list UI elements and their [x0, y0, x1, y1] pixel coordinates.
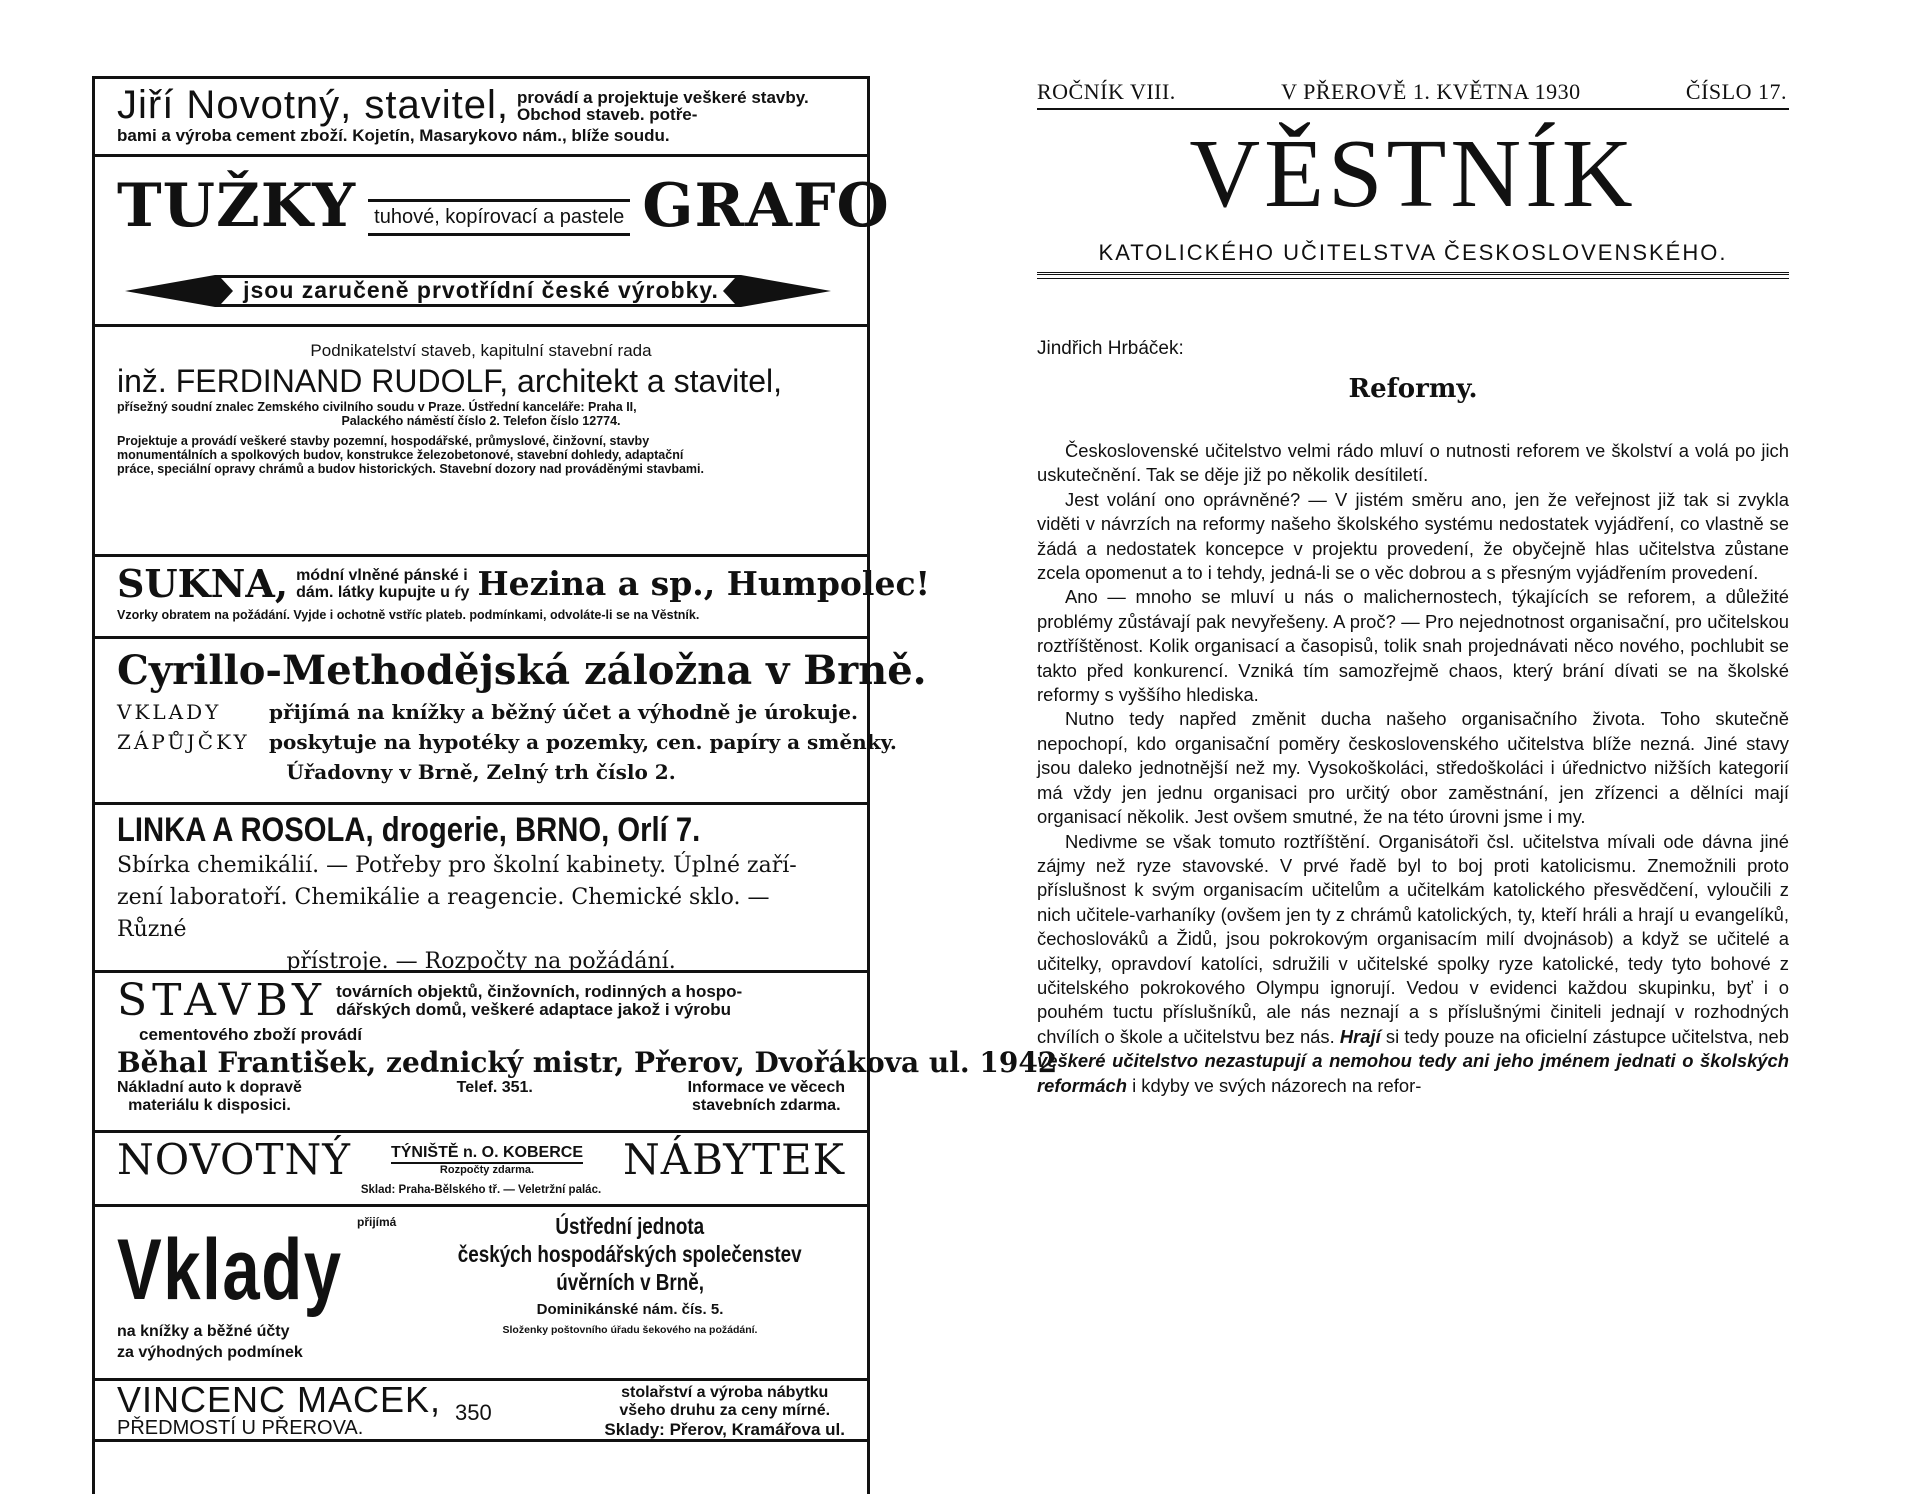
- ad-sukna-mid2: dám. látky kupujte u ŕy: [296, 583, 470, 601]
- ad-ferdinand-rudolf: [95, 324, 867, 554]
- ad-sukna-hezina: [95, 554, 931, 636]
- ad-sukna-foot: Vzorky obratem na požádání. Vyjde i ochotně vstříc plateb. podmínkami, odvoláte-li se na Věstník.: [117, 608, 700, 622]
- ad-zalozna-text2: poskytuje na hypotéky a pozemky, cen. papíry a směnky.: [269, 730, 897, 754]
- ad-vklady-note: Složenky poštovního úřadu šekového na požádání.: [502, 1324, 758, 1336]
- ad-stavby-side2: dářských domů, veškeré adaptace jakož i výrobu: [336, 999, 732, 1019]
- ad-stavby-line2: cementového zboží provádí: [139, 1025, 362, 1044]
- ad-vklady-prijima: přijímá: [357, 1215, 397, 1229]
- article-paragraph-2: Jest volání ono oprávněné? — V jistém směru ano, jen že veřejnost již tak si zvykla viděti v návrzích na reformy našeho školského systému nedostatek vyjádření, co vlastně se žádá a nedostatek koncepce v projektu provedení, že obyčejně hlas učitelstva zůstane zcela opomenut a to i tehdy, jedná-li se o věc dobrou a s přesným vyjádřením provedení.: [1037, 488, 1789, 584]
- page-number: 350: [455, 1400, 492, 1425]
- masthead-line: [1037, 79, 1787, 105]
- ad-tuzky-banner-text: jsou zaručeně prvotřídní české výrobky.: [243, 277, 719, 303]
- ad-nabytek-left: NOVOTNÝ: [117, 1135, 351, 1184]
- ad-macek-r1: stolařství a výroba nábytku: [621, 1383, 829, 1401]
- ad-sukna-right: Hezina a sp., Humpolec!: [477, 564, 931, 603]
- ad-rudolf-line3: Projektuje a provádí veškeré stavby pozemní, hospodářské, průmyslové, činžovní, stavby: [117, 434, 650, 448]
- ad-vklady-left-lines: [117, 1321, 303, 1363]
- ad-linka-line2: zení laboratoří. Chemikálie a reagencie. Chemické sklo. — Různé: [117, 885, 770, 942]
- masthead-place-date: V PŘEROVĚ 1. KVĚTNA 1930: [1281, 79, 1581, 104]
- ad-stavby-columns: [117, 1079, 845, 1115]
- ad-vklady-org1: Ústřední jednota: [555, 1213, 705, 1239]
- ad-rudolf-line4: monumentálních a spolkových budov, konstrukce železobetonové, stavební dohledy, adaptační: [117, 448, 684, 462]
- ad-novotny-line2: bami a výroba cement zboží. Kojetín, Masarykovo nám., blíže soudu.: [117, 126, 670, 145]
- ad-nabytek-foot: Sklad: Praha-Bělského tř. — Veletržní palác.: [360, 1184, 602, 1196]
- article-paragraph-5: [1037, 830, 1789, 1098]
- ad-nabytek-right: NÁBYTEK: [623, 1135, 845, 1184]
- ad-macek-name: VINCENC MACEK,: [117, 1379, 442, 1420]
- ad-zalozna-label2: ZÁPŮJČKY: [117, 730, 250, 754]
- ad-novotny-nabytek: [95, 1130, 867, 1204]
- ad-stavby-c3b: stavebních zdarma.: [692, 1097, 841, 1114]
- ad-vklady-right: [415, 1213, 845, 1336]
- ad-stavby-name: Běhal František, zednický mistr, Přerov, Dvořákova ul. 1942: [117, 1046, 1058, 1079]
- journal-subtitle: KATOLICKÉHO UČITELSTVA ČESKOSLOVENSKÉHO.: [1098, 240, 1728, 265]
- article-body: [1037, 439, 1789, 1098]
- ad-zalozna-title: Cyrillo-Methodějská záložna v Brně.: [117, 647, 927, 694]
- ad-cyrillo-methodejska-zalozna: [95, 636, 927, 802]
- ad-stavby-c3a: Informace ve věcech: [687, 1079, 845, 1096]
- article-p5-emphasis-2: veškeré učitelstvo nezastupují a nemohou tedy ani jeho jménem jednati o školských reformách: [1037, 1050, 1789, 1096]
- ad-linka-title: LINKA A ROSOLA, drogerie, BRNO, Orlí 7.: [117, 811, 701, 849]
- ad-sukna-mid1: módní vlněné pánské i: [296, 566, 468, 584]
- ad-stavby-c1b: materiálu k disposici.: [128, 1097, 291, 1114]
- article-p5-c: i kdyby ve svých názorech na refor-: [1132, 1074, 1422, 1096]
- ad-rudolf-name: inž. FERDINAND RUDOLF, architekt a stavitel,: [117, 363, 783, 399]
- ad-vklady-ustredni-jednota: [95, 1204, 867, 1378]
- ad-stavby-big: STAVBY: [117, 975, 327, 1026]
- ad-tuzky-banner: [125, 269, 837, 313]
- article-p5-a: Nedivme se však tomuto roztříštění. Organisátoři čsl. učitelstva mívali ode dávna jiné zájmy než ryze stavovské. V prvé řadě byl to boj proti katolicismu. Znemožnili proto příslušnost k svým organisacím učitelům a učitelkám katolického přesvědčení, vyloučili z nich učitele-varhaníky (ovšem jen ty z chrámů katolických, ty, kteří hráli a hrají u evangelíků, čechoslováků a Židů, jsou pokrokovým organisacím milí dvojnásob) a když se učitelé a učitelky, opravdoví katolíci, sdružili v učitelské spolky ryze katolické, tedy tyto bohové z učitelského pokrokového Olympu ignorují. Vedou v evidenci každou skupinku, byť i o pouhém tuctu příslušníků, ale nás neznají a s příslušnými činiteli jednají v rozhodných chvílích o škole a učitelstvu bez nás.: [1037, 830, 1789, 1047]
- ad-rudolf-line2: Palackého náměstí číslo 2. Telefon číslo 12774.: [341, 414, 621, 428]
- masthead-issue: ČÍSLO 17.: [1685, 79, 1787, 104]
- masthead-rule: [1037, 108, 1789, 110]
- ad-stavby-c1a: Nákladní auto k dopravě: [117, 1079, 302, 1096]
- article-paragraph-1: Československé učitelstvo velmi rádo mluví o nutnosti reforem ve školství a volá po jich uskutečnění. Tak se děje již po několik desítiletí.: [1037, 440, 1789, 486]
- ad-stavby-behal: [95, 970, 1058, 1130]
- article-author: Jindřich Hrbáček:: [1037, 338, 1184, 359]
- ad-macek-r3: Sklady: Přerov, Kramářova ul.: [604, 1419, 845, 1439]
- ad-tuzky-middle: tuhové, kopírovací a pastele: [368, 199, 630, 236]
- ad-tuzky-right: GRAFO: [642, 171, 890, 241]
- ad-sukna-middle: [296, 567, 469, 601]
- ad-stavby-c2: Telef. 351.: [456, 1079, 533, 1096]
- article-paragraph-3: Ano — mnoho se mluví u nás o malichernostech, týkajících se reforem, a důležité problémy zůstávají pak nevyřešeny. A proč? — Pro nejednotnost organisační, pro učitelskou roztříštěnost. Kolik organisací a časopisů, tolik snah projednávati něco nového, pochlubit se takto před konkurencí. Vzniká tím samozřejmě chaos, který brání dívati se na školské reformy s vyššího hlediska.: [1037, 586, 1789, 706]
- article-title: Reformy.: [1348, 374, 1478, 404]
- advertisement-column: [92, 76, 1058, 1494]
- ad-novotny-stavitel: [95, 76, 867, 154]
- masthead-volume: ROČNÍK VIII.: [1037, 79, 1176, 104]
- article-p5-b: si tedy pouze na oficielní zástupce učitelstva, neb: [1385, 1025, 1789, 1047]
- ad-vklady-org2: českých hospodářských společenstev: [458, 1241, 802, 1267]
- ad-tuzky-left: TUŽKY: [117, 171, 357, 241]
- article-paragraph-4: Nutno tedy napřed změnit ducha našeho organisačního života. Toho skutečně nepochopí, kdo organisační poměry československého učitelstva blíže nezná. Jiné stavy jsou daleko jednotnější než my. Vysokoškoláci, středoškoláci i úřednictvo nižších kategorií má vždy jen jednu organisaci pro určitý obor zaměstnání, jen zřízenci a dělníci mají organisací několik. Jest ovšem smutné, že na této úrovni jsme i my.: [1037, 708, 1789, 828]
- ad-tuzky-grafo: [95, 154, 890, 324]
- ad-zalozna-text3: Úřadovny v Brně, Zelný trh číslo 2.: [286, 760, 676, 784]
- ad-zalozna-label1: VKLADY: [117, 700, 222, 724]
- ad-vklady-org3: úvěrních v Brně,: [556, 1269, 704, 1295]
- subtitle-rule: [1037, 272, 1789, 279]
- ad-vklady-huge: Vklady: [117, 1222, 343, 1318]
- ad-macek-r2: všeho druhu za ceny mírné.: [619, 1401, 831, 1419]
- ad-novotny-name: Jiří Novotný, stavitel,: [117, 83, 510, 127]
- ad-linka-line1: Sbírka chemikálií. — Potřeby pro školní kabinety. Úplné zaří-: [117, 853, 797, 878]
- ad-rudolf-head: Podnikatelství staveb, kapitulní stavební rada: [310, 341, 652, 360]
- ad-vklady-left2: za výhodných podmínek: [117, 1344, 303, 1361]
- ad-sukna-left: SUKNA,: [117, 561, 289, 606]
- ad-vklady-addr: Dominikánské nám. čís. 5.: [536, 1301, 724, 1318]
- ad-rudolf-line5: práce, speciální opravy chrámů a budov historických. Stavební dozory nad prováděnými stavbami.: [117, 462, 704, 476]
- ad-stavby-side1: továrních objektů, činžovních, rodinných a hospo-: [336, 981, 743, 1001]
- journal-title: VĚSTNÍK: [1189, 120, 1637, 228]
- ad-novotny-side: provádí a projektuje veškeré stavby. Obchod staveb. potře-: [517, 87, 809, 124]
- ad-nabytek-mid: TÝNIŠTĚ n. O. KOBERCE: [391, 1144, 583, 1164]
- ad-nabytek-mid2: Rozpočty zdarma.: [439, 1163, 535, 1176]
- ad-macek-sub: PŘEDMOSTÍ U PŘEROVA.: [117, 1417, 364, 1439]
- ad-vklady-left1: na knížky a běžné účty: [117, 1323, 290, 1340]
- right-page: [953, 0, 1906, 1500]
- ad-linka-a-rosola: [95, 802, 867, 974]
- ad-stavby-side: [336, 983, 742, 1019]
- ad-zalozna-text1: přijímá na knížky a běžný účet a výhodně je úrokuje.: [269, 700, 858, 724]
- article-p5-emphasis-1: Hrají: [1339, 1025, 1381, 1047]
- ad-nabytek-middle: [391, 1144, 583, 1176]
- ad-linka-line3: přístroje. — Rozpočty na požádání.: [286, 949, 676, 974]
- ad-rudolf-line1: přísežný soudní znalec Zemského civilního soudu v Praze. Ústřední kanceláře: Praha II,: [117, 400, 637, 414]
